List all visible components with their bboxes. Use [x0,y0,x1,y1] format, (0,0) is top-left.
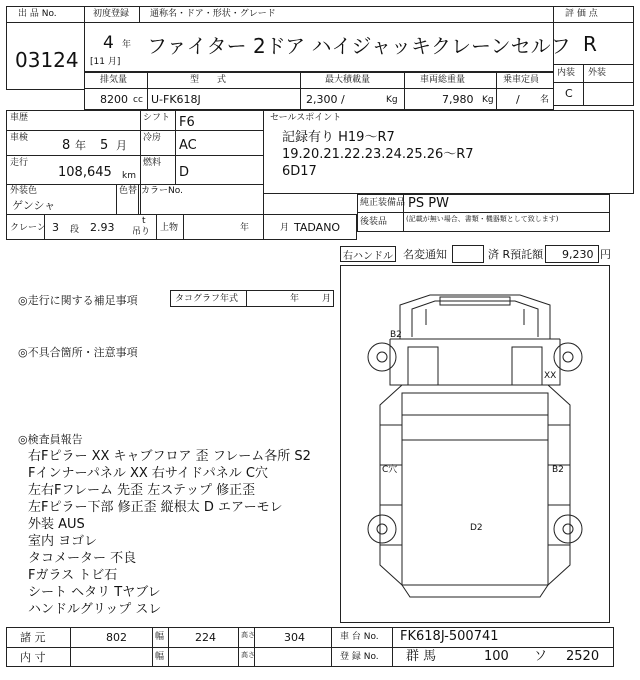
bed-left-wall [380,385,402,585]
registration-year: 4 [103,33,114,53]
mileage-label: 走行 [10,158,29,168]
displacement: 8200 [100,93,128,106]
lot-number: 03124 [15,48,79,72]
crane-lift-unit: 吊り [132,227,151,237]
crane-tons: 2.93 [90,221,115,234]
inspector-line-8: Fガラス トビ石 [28,568,118,583]
grade-label: 評 価 点 [565,9,598,19]
model-label: 通称名・ドア・形状・グレード [150,9,276,19]
inspector-line-5: 外装 AUS [28,517,85,532]
registration-year-unit: 年 [122,40,132,50]
mileage-unit: km [122,171,136,181]
inspector-line-10: ハンドルグリップ スレ [28,602,162,617]
vehicle-name: ファイター 2ドア ハイジャッキクレーンセルフ [147,34,571,58]
inspector-line-4: 左Fピラー下部 修正歪 縦根太 D エアーモレ [28,500,283,515]
model-code-label: 型 式 [190,75,227,85]
diagram-mark-c-hole: C穴 [382,465,398,475]
gross-weight-label: 車両総重量 [420,75,466,85]
diagram-mark-xx: XX [544,371,557,381]
registration-class: 100 [484,649,509,664]
registration-label: 初度登録 [93,9,130,19]
driving-notes-label: ◎走行に関する補足事項 [18,294,138,307]
sales-point-label: セールスポイント [270,113,342,123]
registration-number: 2520 [566,649,600,664]
aftermarket-note: (記載が無い場合、書類・機器類として致します) [406,215,559,223]
overall-grade: R [583,32,597,56]
cab-outline [400,295,550,339]
crane-label: クレーン [10,223,46,233]
width: 224 [195,631,216,644]
inspector-line-1: 右Fピラー XX キャブフロア 歪 フレーム各所 S2 [28,449,311,464]
crane-tons-unit: t [142,216,146,226]
inspector-line-3: 左右Fフレーム 先歪 左ステップ 修正歪 [28,483,256,498]
ac-value: AC [179,138,197,153]
model-code: U-FK618J [151,93,201,106]
rear-right-wheel [554,515,582,543]
inspection-year: 8 [62,138,71,153]
sales-line-1: 記録有り H19～R7 [282,130,395,145]
registration-kana: ソ [534,649,548,664]
inspector-line-9: シート ヘタリ Tヤブレ [28,585,161,600]
interior-grade: C [565,87,573,100]
diagram-mark-b2-cab: B2 [390,330,402,340]
recycle-label: 済 R預託額 [488,248,544,261]
genuine-label: 純正装備品 [360,198,406,208]
chassis-number: FK618J-500741 [400,629,499,644]
front-right-wheel [554,343,582,371]
inspector-line-7: タコメーター 不良 [28,551,137,566]
height-label: 高さ [241,631,255,639]
sales-line-2: 19.20.21.22.23.24.25.26～R7 [282,147,474,162]
shift-value: F6 [179,115,195,130]
persons-label: 乗車定員 [503,75,540,85]
color-no-label: カラーNo. [141,186,183,196]
capacity: 2,300 / [306,93,345,106]
registration-area: 群 馬 [406,649,437,664]
crane-stages-unit: 段 [70,225,80,235]
width-label: 幅 [155,632,165,642]
top-label: 上物 [160,223,179,233]
top-month-unit: 月 [280,223,290,233]
fuel-value: D [179,165,190,180]
gross-weight: 7,980 [442,93,474,106]
name-change-label: 名変通知 [403,248,447,261]
name-change-box [452,245,484,263]
dimensions-label: 諸 元 [20,631,46,644]
capacity-label: 最大積載量 [325,75,371,85]
inspector-line-2: Fインナーパネル XX 右サイドパネル C穴 [28,466,268,481]
exterior-color-label: 外装色 [10,186,38,196]
interior-dimensions-label: 内 寸 [20,651,46,664]
inspection-month-unit: 月 [116,139,127,152]
chassis-label: 車 台 No. [340,632,379,642]
history-label: 車歴 [10,113,29,123]
inspection-label: 車検 [10,133,29,143]
interior-height-label: 高さ [241,651,255,659]
inspection-month: 5 [100,138,109,153]
height: 304 [284,631,305,644]
exterior-grade-label: 外装 [588,68,607,78]
lot-number-label: 出 品 No. [18,9,57,19]
color-change-label: 色替 [119,186,138,196]
length: 802 [106,631,127,644]
aftermarket-label: 後装品 [360,217,388,227]
top-maker: TADANO [294,221,341,234]
exterior-color: ゲンシャ [12,199,56,212]
right-handle-badge: 右ハンドル [340,246,396,262]
recycle-unit: 円 [600,248,611,261]
registration-number-label: 登 録 No. [340,652,379,662]
tachograph-year-unit: 年 [290,294,300,304]
tachograph-month-unit: 月 [322,294,332,304]
recycle-value: 9,230 [562,248,594,261]
sales-line-3: 6D17 [282,164,317,179]
mileage: 108,645 [58,165,112,180]
persons-unit: 名 [540,95,550,105]
diagram-mark-d2: D2 [470,523,483,533]
persons: / [516,93,520,106]
inspector-line-6: 室内 ヨゴレ [28,534,98,549]
ac-label: 冷房 [143,133,162,143]
displacement-unit: cc [133,95,143,105]
crane-stages: 3 [52,221,59,234]
bed-floor [402,393,548,585]
gross-weight-unit: Kg [482,95,494,105]
capacity-unit: Kg [386,95,398,105]
rear-left-wheel [368,515,396,543]
shift-label: シフト [143,113,171,123]
front-left-wheel [368,343,396,371]
interior-grade-label: 内装 [557,68,576,78]
top-year-unit: 年 [240,223,250,233]
tachograph-label: タコグラフ年式 [175,294,239,304]
diagram-mark-b2-bed: B2 [552,465,564,475]
genuine-value: PS PW [408,196,449,211]
truck-diagram [340,265,610,623]
fuel-label: 燃料 [143,158,162,168]
bed-right-wall [548,385,570,585]
registration-month: [11 月] [90,57,121,67]
displacement-label: 排気量 [100,75,128,85]
inspector-label: ◎検査員報告 [18,433,83,446]
defects-label: ◎不具合箇所・注意事項 [18,346,138,359]
interior-width-label: 幅 [155,652,165,662]
inspection-year-unit: 年 [75,139,86,152]
